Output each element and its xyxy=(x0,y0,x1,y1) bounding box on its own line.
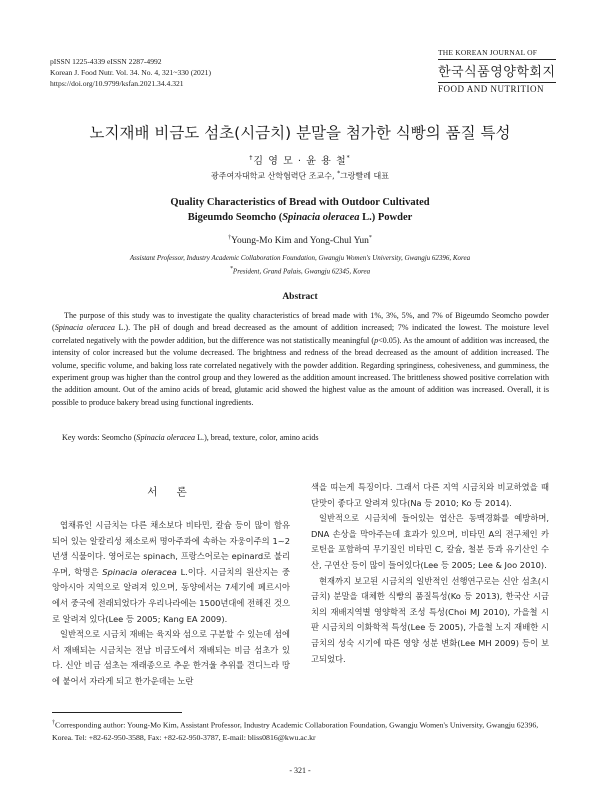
author-mark: * xyxy=(346,154,351,162)
journal-rule-top xyxy=(438,59,556,60)
citation-header xyxy=(50,56,211,89)
affil-kr-1: 광주여자대학교 산학협력단 조교수, xyxy=(210,171,338,181)
keywords-species: Spinacia oleracea xyxy=(136,433,196,442)
keywords-a: Key words: Seomcho ( xyxy=(62,433,137,442)
citation-line: Korean J. Food Nutr. Vol. 34. No. 4, 321~330 (2021) xyxy=(50,68,211,77)
corresponding-author-footnote xyxy=(52,717,552,744)
abstract-text-2: L.). The pH of dough and bread decreased as the amount of addition increased; 7% indicated the lowest. The moisture level correlated negatively with the powder addition, but the difference was not statistically meaningful ( xyxy=(52,323,549,345)
abstract-p-value: p xyxy=(374,335,379,345)
affil-kr-star: * xyxy=(337,170,341,177)
affiliation-en xyxy=(0,253,600,277)
footnote-rule xyxy=(52,712,182,713)
abstract-text-1: The purpose of this study was to investigate the quality characteristics of bread made with 1%, 3%, 5%, and 7% of Bigeumdo Seomcho powder ( xyxy=(52,311,549,333)
abstract-heading: Abstract xyxy=(282,292,318,302)
footnote-text: Corresponding author: Young-Mo Kim, Assistant Professor, Industry Academic Collaboration Foundation, Gwangju Women's University, Gwangju 62396, Korea. Tel: +82-62-950-3588, Fax: +82-62-950-3787, E-mail: bliss0816@kwu.ac.kr xyxy=(52,720,539,742)
author-en-mark2: * xyxy=(368,235,372,241)
intro-p1-a: 엽채류인 시금치는 다른 채소보다 비타민, 칼슘 등이 많이 함유되어 있는 알칼리성 채소로써 명아주과에 속하는 자웅이주의 1~2년생 식물이다. 영어로는 spinach, 프랑스어로는 epinard로 불리우며, 학명은 xyxy=(52,520,290,577)
authors-kr-names: 김 영 모 · 윤 용 철 xyxy=(253,156,347,167)
footnote-mark: † xyxy=(52,720,55,726)
abstract-species: Spinacia oleracea xyxy=(54,323,115,333)
intro-paragraph-4: 현재까지 보고된 시금치의 일반적인 선행연구로는 신안 섬초(시금치) 분말을 대체한 식빵의 품질특성(Ko 등 2013), 한국산 시금치의 재배지역별 영양학적 조성 특성(Choi MJ 2010), 가을철 시판 시금치의 이화학적 특성(Lee 등 2005), 가을철 노지 재배한 시금치의 성숙 시기에 따른 영양 성분 변화(Lee MH 2009) 등이 보고되었다. xyxy=(311,575,549,664)
issn-line: pISSN 1225-4339 eISSN 2287-4992 xyxy=(50,57,162,66)
body-column-right xyxy=(311,480,549,667)
keywords-b: L.), bread, texture, color, amino acids xyxy=(195,433,319,442)
abstract-body xyxy=(52,310,549,409)
affil-en-1: Assistant Professor, Industry Academic Collaboration Foundation, Gwangju Women's University, Gwangju 62396, Korea xyxy=(129,254,471,262)
authors-en xyxy=(0,235,600,246)
author-en-mark: † xyxy=(228,235,232,241)
title-en-line2-b: L.) Powder xyxy=(359,212,413,223)
affil-en-2: President, Grand Palais, Gwangju 62345, Korea xyxy=(232,267,371,276)
intro-paragraph-continued: 색을 띠는게 특징이다. 그래서 다른 지역 시금치와 비교하였을 때 단맛이 좋다고 알려져 있다(Na 등 2010; Ko 등 2014). xyxy=(311,482,549,508)
affil-kr-2: 그랑빨레 대표 xyxy=(340,171,389,181)
authors-kr xyxy=(0,152,600,167)
intro-p1-b: L.이다. 시금치의 원산지는 중앙아시아 지역으로 알려져 있으며, 동양에서는 7세기에 페르시아에서 중국에 전래되었다가 우리나라에는 1500년대에 전해진 것으로 알려져 있다(Lee 등 2005; Kang EA 2009). xyxy=(52,566,290,624)
journal-name-en-top: THE KOREAN JOURNAL OF xyxy=(438,48,538,57)
section-heading-introduction: 서 론 xyxy=(147,486,195,498)
journal-name-kr: 한국식품영양학회지 xyxy=(438,65,556,80)
authors-en-names: Young-Mo Kim and Yong-Chul Yun xyxy=(231,236,369,247)
abstract-text-3: <0.05). As the amount of addition was increased, the intensity of color increased but the volume decreased. The brightness and redness of the bread decreased as the amount of addition increased. The volume, specific volume, and baking loss rate correlated negatively with the powder addition. Regarding springiness, cohesiveness, and gumminess, the experiment group was higher than the control group and they lowered as the addition amount increased. The brittleness showed positive correlation with the addition amount. Out of the amino acids of bread, glutamic acid showed the highest value as the amount of addition was increased. Overall, it is possible to produce bakery bread using functional ingredients. xyxy=(52,335,550,407)
paper-title-kr: 노지재배 비금도 섬초(시금치) 분말을 첨가한 식빵의 품질 특성 xyxy=(89,124,511,142)
intro-paragraph-2: 일반적으로 시금치 재배는 육지와 섬으로 구분할 수 있는데 섬에서 재배되는 시금치는 전남 비금도에서 재배되는 비금 섬초가 있다. 신안 비금 섬초는 재래종으로 추운 한겨울 추위를 견디느라 땅에 붙어서 자라게 되고 한가운데는 노란 xyxy=(52,629,290,686)
paper-title-en xyxy=(0,195,600,225)
title-en-line2-a: Bigeumdo Seomcho ( xyxy=(187,212,283,223)
intro-paragraph-3: 일반적으로 시금치에 들어있는 엽산은 동맥경화를 예방하며, DNA 손상을 막아주는데 효과가 있으며, 비타민 A의 전구체인 카로틴을 포함하여 무기질인 비타민 C, 칼슘, 철분 등과 유기산인 수산, 구연산 등이 많이 들어있다(Lee 등 2005; Lee & Joo 2010). xyxy=(311,513,549,570)
doi-link[interactable]: https://doi.org/10.9799/ksfan.2021.34.4.321 xyxy=(50,79,184,88)
intro-p1-species: Spinacia oleracea xyxy=(102,566,177,577)
journal-rule-bottom xyxy=(438,82,556,83)
journal-logo xyxy=(438,48,558,94)
title-en-line2 xyxy=(0,210,600,225)
intro-paragraph-1 xyxy=(52,518,290,627)
affil-en-star: * xyxy=(229,266,233,272)
body-column-left xyxy=(52,518,290,690)
corresponding-mark: † xyxy=(249,154,254,162)
title-en-line1: Quality Characteristics of Bread with Outdoor Cultivated xyxy=(170,197,430,208)
page-number: - 321 - xyxy=(289,766,311,775)
journal-name-en-bottom: FOOD AND NUTRITION xyxy=(438,84,544,94)
affil-en-2-wrap xyxy=(0,264,600,277)
affiliation-kr xyxy=(0,170,600,182)
keywords xyxy=(62,433,319,442)
title-en-species: Spinacia oleracea xyxy=(282,212,360,223)
